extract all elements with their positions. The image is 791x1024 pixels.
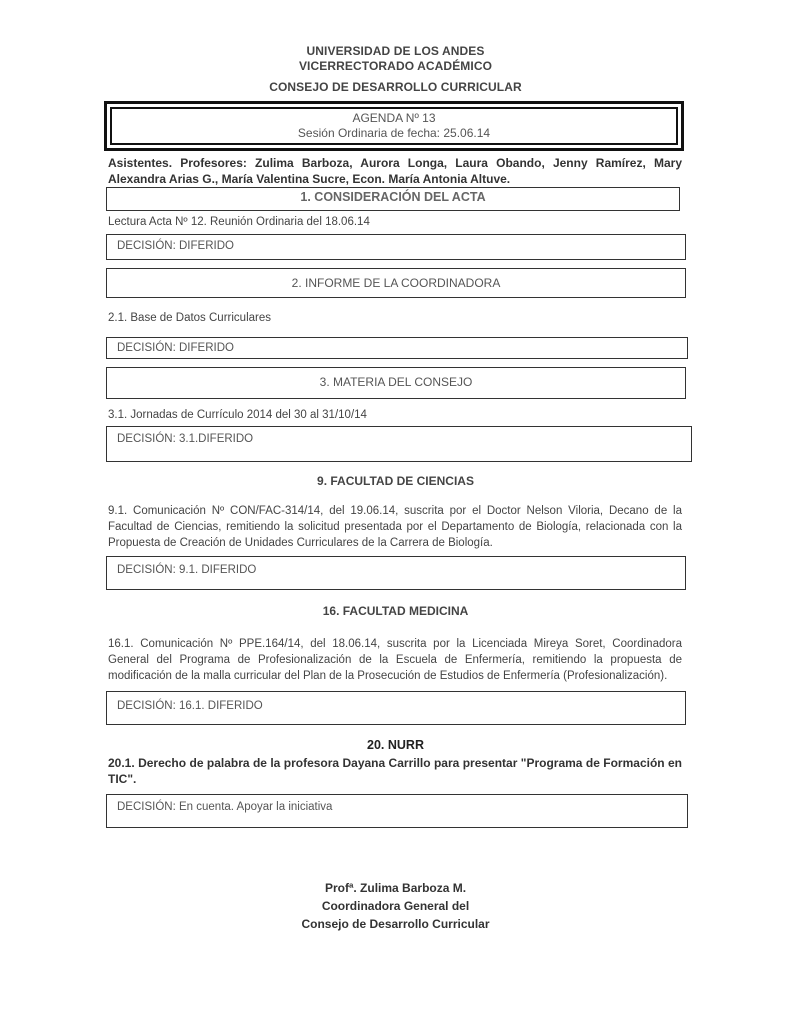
agenda-box (104, 101, 684, 151)
decision-label: DECISIÓN: (117, 700, 176, 712)
section-1-box (106, 187, 680, 211)
section-9-title: 9. FACULTAD DE CIENCIAS (317, 474, 474, 488)
section-16-item: 16.1. Comunicación Nº PPE.164/14, del 18.06.14, suscrita por la Licenciada Mireya Soret, Coordinadora General del Programa de Profesionalización de la Escuela de Enfermería, remitiendo la propuesta de modificación de la malla curricular del Plan de la Prosecución de Estudios de Enfermería (Profesionalización). (108, 638, 682, 682)
section-20-item: 20.1. Derecho de palabra de la profesora Dayana Carrillo para presentar "Programa de Formación en TIC". (108, 756, 682, 786)
signature-name: Profª. Zulima Barboza M. (324, 881, 467, 895)
agenda-title: AGENDA Nº 13 (352, 111, 436, 125)
header-university: UNIVERSIDAD DE LOS ANDES (306, 44, 485, 58)
decision-value: 16.1. DIFERIDO (179, 700, 263, 712)
section-3-title: 3. MATERIA DEL CONSEJO (319, 375, 473, 389)
section-1-item: Lectura Acta Nº 12. Reunión Ordinaria del 18.06.14 (108, 216, 370, 228)
section-9-item: 9.1. Comunicación Nº CON/FAC-314/14, del 19.06.14, suscrita por el Doctor Nelson Viloria, Decano de la Facultad de Ciencias, remitiendo la solicitud presentada por el Departamento de Biología, relacionada con la Propuesta de Creación de Unidades Curriculares de la Carrera de Biología. (108, 505, 682, 549)
signature-role: Coordinadora General del (321, 899, 470, 913)
agenda-session: Sesión Ordinaria de fecha: 25.06.14 (297, 126, 491, 140)
header-vicerrectorado: VICERRECTORADO ACADÉMICO (298, 59, 493, 73)
section-2-decision (106, 337, 688, 359)
signature-org: Consejo de Desarrollo Curricular (301, 917, 490, 931)
decision-value: DIFERIDO (179, 342, 234, 354)
section-20-decision (106, 794, 688, 828)
decision-label: DECISIÓN: (117, 240, 176, 252)
section-3-box (106, 367, 686, 399)
decision-label: DECISIÓN: (117, 342, 176, 354)
section-20-title: 20. NURR (367, 738, 424, 752)
decision-value: 9.1. DIFERIDO (179, 564, 257, 576)
section-3-item: 3.1. Jornadas de Currículo 2014 del 30 al 31/10/14 (108, 409, 367, 421)
decision-value: DIFERIDO (179, 240, 234, 252)
attendees: Asistentes. Profesores: Zulima Barboza, Aurora Longa, Laura Obando, Jenny Ramírez, Mary Alexandra Arias G., María Valentina Sucre, Econ. María Antonia Altuve. (108, 156, 682, 186)
section-16-title: 16. FACULTAD MEDICINA (322, 604, 469, 618)
section-16-decision (106, 691, 686, 725)
decision-label: DECISIÓN: (117, 564, 176, 576)
section-9-decision (106, 556, 686, 590)
decision-label: DECISIÓN: (117, 801, 176, 813)
section-3-decision (106, 426, 692, 462)
section-2-item: 2.1. Base de Datos Curriculares (108, 312, 271, 324)
section-2-box (106, 268, 686, 298)
decision-value: 3.1.DIFERIDO (179, 433, 254, 445)
section-1-title: 1. CONSIDERACIÓN DEL ACTA (300, 190, 486, 204)
header-consejo: CONSEJO DE DESARROLLO CURRICULAR (269, 80, 522, 94)
decision-label: DECISIÓN: (117, 433, 176, 445)
decision-value: En cuenta. Apoyar la iniciativa (179, 801, 333, 813)
section-2-title: 2. INFORME DE LA COORDINADORA (291, 276, 501, 290)
section-1-decision (106, 234, 686, 260)
